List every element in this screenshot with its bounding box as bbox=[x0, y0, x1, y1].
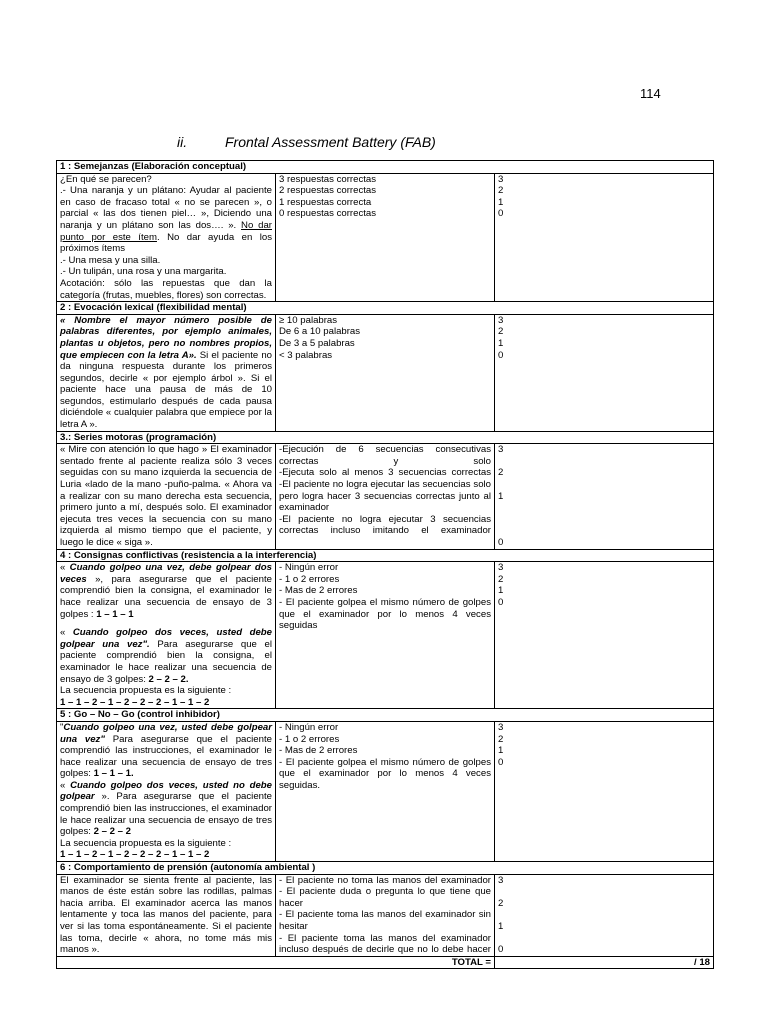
desc-line: ¿En qué se parecen? bbox=[60, 173, 152, 185]
response-item: -Ejecuta solo al menos 3 secuencias correctas bbox=[279, 467, 491, 479]
desc-text: Para asegurarse que el paciente comprendió bien la consigna, el examinador le hace realizar una secuencia de ensayo de 3 golpes: bbox=[60, 638, 272, 685]
response-item: -Ejecución de 6 secuencias consecutivas correctas y solo bbox=[279, 444, 491, 467]
response-item: ≥ 10 palabras bbox=[279, 314, 338, 326]
underlined-note: No dar punto por este ítem bbox=[60, 219, 272, 243]
score-value: 0 bbox=[498, 537, 504, 548]
section-scores bbox=[495, 562, 714, 709]
response-item: - Ningún error bbox=[279, 721, 339, 733]
desc-paragraph bbox=[60, 722, 272, 780]
score-value: 1 bbox=[498, 585, 504, 597]
response-item: 2 respuestas correctas bbox=[279, 185, 377, 197]
score-value: 2 bbox=[498, 326, 504, 338]
total-row bbox=[57, 956, 714, 969]
desc-line: La secuencia propuesta es la siguiente : bbox=[60, 685, 232, 697]
desc-line: .- Una mesa y una silla. bbox=[60, 254, 161, 266]
response-item: De 3 a 5 palabras bbox=[279, 337, 355, 349]
response-item: - El paciente golpea el mismo número de golpes que el examinador por lo menos 4 veces seguidas bbox=[279, 596, 491, 632]
section-header-row bbox=[57, 302, 714, 315]
score-value: 1 bbox=[498, 490, 504, 502]
score-value: 2 bbox=[498, 467, 504, 479]
fab-table bbox=[56, 160, 714, 969]
title-numeral: ii. bbox=[177, 134, 188, 150]
section-scores bbox=[495, 173, 714, 302]
response-item: - 1 o 2 errores bbox=[279, 573, 340, 585]
desc-paragraph bbox=[60, 562, 272, 620]
section-responses bbox=[276, 314, 495, 431]
section-responses bbox=[276, 874, 495, 956]
desc-line: Acotación: sólo las repuestas que dan la categoría (frutas, muebles, flores) son correctas. bbox=[60, 277, 272, 301]
section-description bbox=[57, 562, 276, 709]
score-value: 1 bbox=[498, 745, 504, 757]
response-item: - El paciente toma las manos del examinador sin hesitar bbox=[279, 909, 491, 932]
section-responses bbox=[276, 562, 495, 709]
desc-text: Si el paciente no da ninguna respuesta durante los primeros segundos, decirle « por ejemplo árbol ». Si el paciente hace una pausa de más de 10 segundos, estimularlo después de cada pausa diciéndole « cualquier palabra que empiece por la letra A ». bbox=[60, 349, 272, 431]
section-description: « Mire con atención lo que hago » El examinador sentado frente al paciente realiza sólo 3 veces seguidas con su mano izquierda la secuencia de Luria «lado de la mano -puño-palma. « Ahora va a realizar con su mano derecha esta secuencia, primero junto a mí, después solo. El examinador ejecuta tres veces la secuencia con su mano izquierda al mismo tiempo que el paciente, y luego le dice « siga ». bbox=[57, 444, 276, 549]
section-header: 3.: Series motoras (programación) bbox=[57, 431, 714, 444]
score-value: 0 bbox=[498, 208, 504, 220]
score-value: 0 bbox=[498, 349, 504, 361]
instruction-quote: Cuando golpeo dos veces, usted debe golpear una vez". bbox=[60, 627, 272, 650]
score-value: 1 bbox=[498, 337, 504, 349]
score-value: 3 bbox=[498, 721, 504, 733]
score-value: 3 bbox=[498, 562, 504, 574]
section-description: El examinador se sienta frente al paciente, las manos de éste están sobre las rodillas, palmas hacia arriba. El examinador acerca las manos lentamente y toca las manos del paciente, para ver si las toma espontáneamente. Si el paciente las toma, decirle « ahora, no tome más mis manos ». bbox=[57, 874, 276, 956]
instruction-quote: Cuando golpeo una vez, usted debe golpear una vez" bbox=[60, 721, 272, 745]
section-description bbox=[57, 173, 276, 302]
section-header: 1 : Semejanzas (Elaboración conceptual) bbox=[57, 161, 714, 174]
score-value: 0 bbox=[498, 596, 504, 608]
response-item: - 1 o 2 errores bbox=[279, 733, 340, 745]
score-value: 2 bbox=[498, 897, 504, 909]
score-value: 3 bbox=[498, 444, 504, 456]
section-row bbox=[57, 314, 714, 431]
section-responses bbox=[276, 444, 495, 549]
section-row bbox=[57, 173, 714, 302]
section-row bbox=[57, 721, 714, 861]
section-header-row bbox=[57, 431, 714, 444]
desc-text: ». Para asegurarse que el paciente comprendió bien las instrucciones, el examinador le hace realizar una secuencia de ensayo de tres golpes: bbox=[60, 791, 272, 838]
section-scores bbox=[495, 314, 714, 431]
score-value: 3 bbox=[498, 173, 504, 185]
response-item: 3 respuestas correctas bbox=[279, 173, 377, 185]
response-item: - El paciente no toma las manos del examinador bbox=[279, 874, 491, 886]
score-value: 2 bbox=[498, 733, 504, 745]
desc-paragraph bbox=[60, 627, 272, 685]
title-text: Frontal Assessment Battery (FAB) bbox=[225, 134, 436, 150]
response-item: De 6 a 10 palabras bbox=[279, 326, 361, 338]
response-item: - El paciente duda o pregunta lo que tiene que hacer bbox=[279, 886, 491, 909]
desc-line: La secuencia propuesta es la siguiente : bbox=[60, 837, 232, 849]
desc-line bbox=[60, 185, 272, 255]
score-value: 1 bbox=[498, 921, 504, 932]
response-item: -El paciente no logra ejecutar 3 secuencias correctas incluso imitando el examinador bbox=[279, 513, 491, 537]
response-item: 0 respuestas correctas bbox=[279, 208, 377, 220]
section-header-row bbox=[57, 161, 714, 174]
sequence: 1 – 1 – 1. bbox=[93, 768, 134, 780]
section-responses bbox=[276, 721, 495, 861]
sequence: 2 – 2 – 2. bbox=[148, 673, 189, 685]
instruction-quote: Cuando golpeo dos veces, usted no debe golpear bbox=[60, 779, 272, 803]
response-item: - El paciente toma las manos del examinador incluso después de decirle que no lo debe hacer bbox=[279, 932, 491, 956]
response-item: 1 respuestas correcta bbox=[279, 196, 372, 208]
score-value: 3 bbox=[498, 314, 504, 326]
section-row bbox=[57, 562, 714, 709]
section-header-row bbox=[57, 862, 714, 875]
total-value: / 18 bbox=[495, 956, 714, 969]
page-title bbox=[177, 134, 436, 150]
section-scores bbox=[495, 721, 714, 861]
response-item: - Mas de 2 errores bbox=[279, 745, 358, 757]
instruction-quote: « Nombre el mayor número posible de palabras diferentes, por ejemplo animales, plantas u objetos, pero no nombres propios, que empiecen con la letra A». bbox=[60, 314, 272, 361]
score-value: 2 bbox=[498, 185, 504, 197]
desc-line: .- Un tulipán, una rosa y una margarita. bbox=[60, 266, 227, 278]
score-value: 1 bbox=[498, 196, 504, 208]
response-item: - Ningún error bbox=[279, 562, 339, 574]
response-item: -El paciente no logra ejecutar las secuencias solo pero logra hacer 3 secuencias correctas junto al examinador bbox=[279, 479, 491, 514]
score-value: 0 bbox=[498, 756, 504, 768]
section-responses bbox=[276, 173, 495, 302]
section-row bbox=[57, 444, 714, 549]
section-description bbox=[57, 314, 276, 431]
desc-text: " bbox=[60, 721, 64, 733]
section-row bbox=[57, 874, 714, 956]
sequence: 1 – 1 – 2 – 1 – 2 – 2 – 2 – 1 – 1 – 2 bbox=[60, 696, 210, 708]
score-value: 3 bbox=[498, 874, 504, 886]
section-header-row bbox=[57, 549, 714, 562]
section-description bbox=[57, 721, 276, 861]
desc-text: . No dar ayuda en los próximos ítems bbox=[60, 231, 272, 255]
section-header-row bbox=[57, 709, 714, 722]
desc-text: « bbox=[60, 562, 70, 574]
score-value: 0 bbox=[498, 944, 504, 956]
desc-paragraph bbox=[60, 780, 272, 838]
instruction-quote: Cuando golpeo una vez, debe golpear dos veces bbox=[60, 562, 272, 585]
desc-text: « bbox=[60, 779, 71, 791]
desc-text: « bbox=[60, 627, 73, 639]
response-item: < 3 palabras bbox=[279, 349, 333, 361]
section-scores bbox=[495, 444, 714, 549]
sequence: 1 – 1 – 2 – 1 – 2 – 2 – 2 – 1 – 1 – 2 bbox=[60, 849, 210, 861]
response-item: - Mas de 2 errores bbox=[279, 585, 358, 597]
sequence: 2 – 2 – 2 bbox=[93, 826, 131, 838]
response-item: - El paciente golpea el mismo número de golpes que el examinador por lo menos 4 veces seguidas. bbox=[279, 756, 491, 791]
desc-text: », para asegurarse que el paciente comprendió bien la consigna, el examinador le hace realizar una secuencia de ensayo de 3 golpes : bbox=[60, 573, 272, 620]
score-value: 2 bbox=[498, 573, 504, 585]
section-header: 5 : Go – No – Go (control inhibidor) bbox=[57, 709, 714, 722]
total-label: TOTAL = bbox=[57, 956, 495, 969]
section-header: 4 : Consignas conflictivas (resistencia a la interferencia) bbox=[57, 549, 714, 562]
section-header: 6 : Comportamiento de prensión (autonomía ambiental ) bbox=[57, 862, 714, 875]
section-header: 2 : Evocación lexical (flexibilidad mental) bbox=[57, 302, 714, 315]
sequence: 1 – 1 – 1 bbox=[96, 608, 134, 620]
section-scores bbox=[495, 874, 714, 956]
page-number: 114 bbox=[640, 86, 661, 101]
desc-text: .- Una naranja y un plátano: Ayudar al paciente en caso de fracaso total « no se parecen », o parcial « las dos tienen piel… », Diciendo una naranja y un plátano son las dos…. ». bbox=[60, 185, 272, 231]
desc-text: Para asegurarse que el paciente comprendió las instrucciones, el examinador le hace realizar una secuencia de ensayo de tres golpes: bbox=[60, 733, 272, 780]
